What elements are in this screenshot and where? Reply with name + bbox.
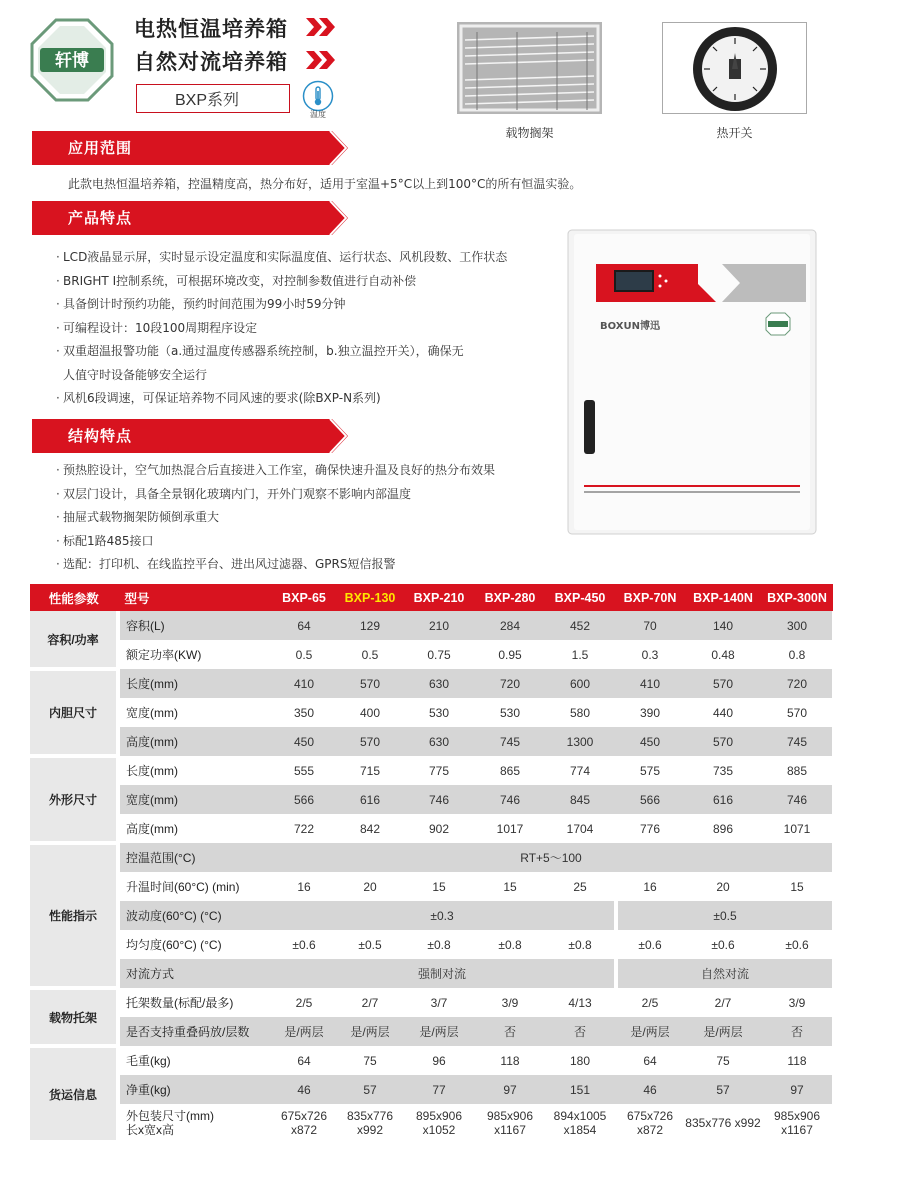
- cell: 0.95: [476, 640, 544, 669]
- cell: 575: [616, 756, 684, 785]
- cell: 452: [544, 611, 616, 640]
- cell: 140: [684, 611, 762, 640]
- group-performance: 性能指示: [30, 843, 118, 988]
- thermal-switch-caption: 热开关: [716, 126, 753, 140]
- temp-icon-label: 温度: [310, 110, 326, 119]
- list-item: · BRIGHT I控制系统，可根据环境改变，对控制参数值进行自动补偿: [56, 273, 417, 288]
- cell: 0.5: [338, 640, 402, 669]
- cell: 902: [402, 814, 476, 843]
- cell: 0.3: [616, 640, 684, 669]
- header-model: 型号: [118, 584, 270, 611]
- cell: ±0.6: [270, 930, 338, 959]
- series-label: BXP系列: [175, 92, 240, 109]
- cell: 是/两层: [684, 1017, 762, 1046]
- cell: 746: [762, 785, 832, 814]
- cell: 46: [270, 1075, 338, 1104]
- param-label: 是否支持重叠码放/层数: [118, 1017, 270, 1046]
- cell: 0.48: [684, 640, 762, 669]
- param-label: 净重(kg): [118, 1075, 270, 1104]
- cell: 835x776 x992: [684, 1104, 762, 1142]
- param-label: 额定功率(KW): [118, 640, 270, 669]
- cell: 0.8: [762, 640, 832, 669]
- model-header: BXP-450: [544, 584, 616, 611]
- cell: 16: [616, 872, 684, 901]
- series-badge: [136, 84, 290, 113]
- cell: 745: [476, 727, 544, 756]
- cell: 600: [544, 669, 616, 698]
- table-row: [30, 611, 832, 640]
- cell: 否: [762, 1017, 832, 1046]
- cell: 77: [402, 1075, 476, 1104]
- cell: 985x906 x1167: [762, 1104, 832, 1142]
- cell: 4/13: [544, 988, 616, 1017]
- cell: 46: [616, 1075, 684, 1104]
- table-header-row: [30, 584, 832, 611]
- list-item: · 抽屉式载物搁架防倾倒承重大: [56, 510, 220, 524]
- cell: 2/7: [684, 988, 762, 1017]
- cell: 0.5: [270, 640, 338, 669]
- cell: 616: [338, 785, 402, 814]
- table-row: [30, 1046, 832, 1075]
- cell: 720: [476, 669, 544, 698]
- cell: 25: [544, 872, 616, 901]
- cell: ±0.8: [402, 930, 476, 959]
- cell: 845: [544, 785, 616, 814]
- model-header: BXP-70N: [616, 584, 684, 611]
- cell: 776: [616, 814, 684, 843]
- list-item: · 双重超温报警功能（a.通过温度传感器系统控制，b.独立温控开关），确保无: [56, 344, 464, 358]
- cell: 450: [270, 727, 338, 756]
- param-label: 控温范围(°C): [118, 843, 270, 872]
- cell: 390: [616, 698, 684, 727]
- cell: 180: [544, 1046, 616, 1075]
- features-list: [56, 246, 507, 411]
- cell: 是/两层: [402, 1017, 476, 1046]
- cell: 745: [762, 727, 832, 756]
- model-header: BXP-210: [402, 584, 476, 611]
- model-header: BXP-65: [270, 584, 338, 611]
- cell: 64: [270, 1046, 338, 1075]
- cell: 否: [544, 1017, 616, 1046]
- group-outer-size: 外形尺寸: [30, 756, 118, 843]
- cell: 2/7: [338, 988, 402, 1017]
- shelf-caption: 载物搁架: [505, 126, 554, 140]
- param-label: 均匀度(60°C) (°C): [118, 930, 270, 959]
- table-row: [30, 814, 832, 843]
- group-capacity: 容积/功率: [30, 611, 118, 669]
- list-item: · 风机6段调速，可保证培养物不同风速的要求(除BXP-N系列): [56, 391, 381, 405]
- group-shipping: 货运信息: [30, 1046, 118, 1142]
- logo-text: 轩博: [55, 51, 89, 71]
- cell: 20: [684, 872, 762, 901]
- cell: 284: [476, 611, 544, 640]
- cell: ±0.6: [762, 930, 832, 959]
- cell: 129: [338, 611, 402, 640]
- cell: ±0.5: [338, 930, 402, 959]
- section-title: 应用范围: [68, 139, 133, 157]
- cell: 64: [270, 611, 338, 640]
- cell: 894x1005 x1854: [544, 1104, 616, 1142]
- section-header-application: [32, 131, 348, 165]
- cell: 440: [684, 698, 762, 727]
- param-label: 宽度(mm): [118, 698, 270, 727]
- cell: 1017: [476, 814, 544, 843]
- cell: 570: [338, 727, 402, 756]
- title-natural-convection-incubator: 自然对流培养箱: [134, 50, 288, 74]
- cell: 16: [270, 872, 338, 901]
- cell: 300: [762, 611, 832, 640]
- cell: 566: [616, 785, 684, 814]
- cell: 570: [338, 669, 402, 698]
- cell: 151: [544, 1075, 616, 1104]
- cell: 否: [476, 1017, 544, 1046]
- cell: 580: [544, 698, 616, 727]
- thermal-switch-photo: [662, 22, 807, 114]
- cell: 630: [402, 669, 476, 698]
- list-item: · 可编程设计：10段100周期程序设定: [56, 320, 258, 335]
- param-label: 容积(L): [118, 611, 270, 640]
- cell: 75: [684, 1046, 762, 1075]
- cell: 20: [338, 872, 402, 901]
- cell: 118: [762, 1046, 832, 1075]
- table-row: [30, 1075, 832, 1104]
- cell: 2/5: [270, 988, 338, 1017]
- cell: 15: [402, 872, 476, 901]
- cell: 15: [476, 872, 544, 901]
- double-chevron-icon: [304, 16, 338, 38]
- cell: 57: [684, 1075, 762, 1104]
- model-header: BXP-280: [476, 584, 544, 611]
- cell: 强制对流: [270, 959, 616, 988]
- cell: 722: [270, 814, 338, 843]
- cell: 自然对流: [616, 959, 832, 988]
- table-row: [30, 872, 832, 901]
- param-label: 托架数量(标配/最多): [118, 988, 270, 1017]
- cell: 1300: [544, 727, 616, 756]
- list-item: 人值守时设备能够安全运行: [63, 367, 208, 382]
- cell: 896: [684, 814, 762, 843]
- cell: 570: [684, 669, 762, 698]
- table-row: [30, 785, 832, 814]
- group-inner-size: 内胆尺寸: [30, 669, 118, 756]
- pack-label-b: 长x宽x高: [126, 1123, 175, 1137]
- param-label: 对流方式: [118, 959, 270, 988]
- list-item: · 标配1路485接口: [56, 533, 154, 548]
- cell: 616: [684, 785, 762, 814]
- list-item: · 具备倒计时预约功能，预约时间范围为99小时59分钟: [56, 297, 346, 311]
- cell: 75: [338, 1046, 402, 1075]
- cell: 630: [402, 727, 476, 756]
- cell: 96: [402, 1046, 476, 1075]
- table-row: [30, 1104, 832, 1142]
- model-header: BXP-140N: [684, 584, 762, 611]
- cell: 735: [684, 756, 762, 785]
- model-header: BXP-300N: [762, 584, 832, 611]
- cell: 97: [476, 1075, 544, 1104]
- cell: 3/7: [402, 988, 476, 1017]
- header-performance-params: 性能参数: [30, 584, 118, 611]
- structure-list: [56, 459, 495, 577]
- table-row: [30, 698, 832, 727]
- table-row: [30, 959, 832, 988]
- cell: 410: [270, 669, 338, 698]
- cell: 746: [402, 785, 476, 814]
- cell: 是/两层: [616, 1017, 684, 1046]
- table-row: [30, 843, 832, 872]
- incubator-product-image: [566, 228, 818, 536]
- cell: 3/9: [476, 988, 544, 1017]
- cell: 895x906 x1052: [402, 1104, 476, 1142]
- list-item: · 预热腔设计，空气加热混合后直接进入工作室，确保快速升温及良好的热分布效果: [56, 463, 496, 477]
- cell: 118: [476, 1046, 544, 1075]
- cell: ±0.8: [544, 930, 616, 959]
- param-label: [118, 1104, 270, 1142]
- table-row: [30, 640, 832, 669]
- cell: 是/两层: [270, 1017, 338, 1046]
- cell: 1704: [544, 814, 616, 843]
- param-label: 毛重(kg): [118, 1046, 270, 1075]
- cell: 64: [616, 1046, 684, 1075]
- cell: ±0.6: [684, 930, 762, 959]
- cell: 3/9: [762, 988, 832, 1017]
- cell: ±0.5: [616, 901, 832, 930]
- shelf-photo: [457, 22, 602, 114]
- list-item: · 双层门设计，具备全景钢化玻璃内门，开外门观察不影响内部温度: [56, 486, 412, 501]
- param-label: 波动度(60°C) (°C): [118, 901, 270, 930]
- section-header-features: [32, 201, 348, 235]
- section-title: 结构特点: [68, 427, 133, 445]
- cell: 2/5: [616, 988, 684, 1017]
- section-header-structure: [32, 419, 348, 453]
- cell: 450: [616, 727, 684, 756]
- table-row: [30, 1017, 832, 1046]
- table-row: [30, 988, 832, 1017]
- section-title: 产品特点: [68, 209, 133, 227]
- param-label: 高度(mm): [118, 814, 270, 843]
- cell: 985x906 x1167: [476, 1104, 544, 1142]
- double-chevron-icon: [304, 49, 338, 71]
- cell: 97: [762, 1075, 832, 1104]
- cell: 835x776 x992: [338, 1104, 402, 1142]
- param-label: 长度(mm): [118, 756, 270, 785]
- param-label: 长度(mm): [118, 669, 270, 698]
- cell: 70: [616, 611, 684, 640]
- application-text: 此款电热恒温培养箱，控温精度高，热分布好，适用于室温+5°C以上到100°C的所有恒温实验。: [68, 177, 582, 191]
- list-item: · 选配：打印机、在线监控平台、进出风过滤器、GPRS短信报警: [56, 557, 396, 571]
- cell: 57: [338, 1075, 402, 1104]
- cell: 885: [762, 756, 832, 785]
- cell: ±0.8: [476, 930, 544, 959]
- cell: 1.5: [544, 640, 616, 669]
- cell: 是/两层: [338, 1017, 402, 1046]
- cell: 530: [402, 698, 476, 727]
- cell: 774: [544, 756, 616, 785]
- cell: 566: [270, 785, 338, 814]
- cell: 1071: [762, 814, 832, 843]
- list-item: · LCD液晶显示屏，实时显示设定温度和实际温度值、运行状态、风机段数、工作状态: [56, 250, 508, 264]
- cell: 555: [270, 756, 338, 785]
- param-label: 宽度(mm): [118, 785, 270, 814]
- table-row: [30, 727, 832, 756]
- group-tray: 载物托架: [30, 988, 118, 1046]
- cell: 210: [402, 611, 476, 640]
- cell: RT+5～100: [270, 843, 832, 872]
- cell: 350: [270, 698, 338, 727]
- cell: 715: [338, 756, 402, 785]
- thermometer-icon: [302, 80, 334, 112]
- table-row: [30, 901, 832, 930]
- cell: 570: [684, 727, 762, 756]
- incubator-brand: BOXUN博迅: [600, 321, 660, 332]
- table-row: [30, 930, 832, 959]
- cell: 0.75: [402, 640, 476, 669]
- cell: 675x726 x872: [616, 1104, 684, 1142]
- cell: 775: [402, 756, 476, 785]
- cell: ±0.3: [270, 901, 616, 930]
- table-row: [30, 756, 832, 785]
- cell: 746: [476, 785, 544, 814]
- param-label: 升温时间(60°C) (min): [118, 872, 270, 901]
- brand-logo: [30, 18, 114, 102]
- cell: 15: [762, 872, 832, 901]
- pack-label-a: 外包装尺寸(mm): [126, 1109, 214, 1123]
- cell: 675x726 x872: [270, 1104, 338, 1142]
- cell: 842: [338, 814, 402, 843]
- cell: 400: [338, 698, 402, 727]
- cell: ±0.6: [616, 930, 684, 959]
- cell: 865: [476, 756, 544, 785]
- spec-table: [30, 584, 833, 1144]
- title-heating-incubator: 电热恒温培养箱: [134, 17, 288, 41]
- model-header-highlighted: BXP-130: [338, 584, 402, 611]
- param-label: 高度(mm): [118, 727, 270, 756]
- cell: 530: [476, 698, 544, 727]
- cell: 720: [762, 669, 832, 698]
- cell: 410: [616, 669, 684, 698]
- table-row: [30, 669, 832, 698]
- cell: 570: [762, 698, 832, 727]
